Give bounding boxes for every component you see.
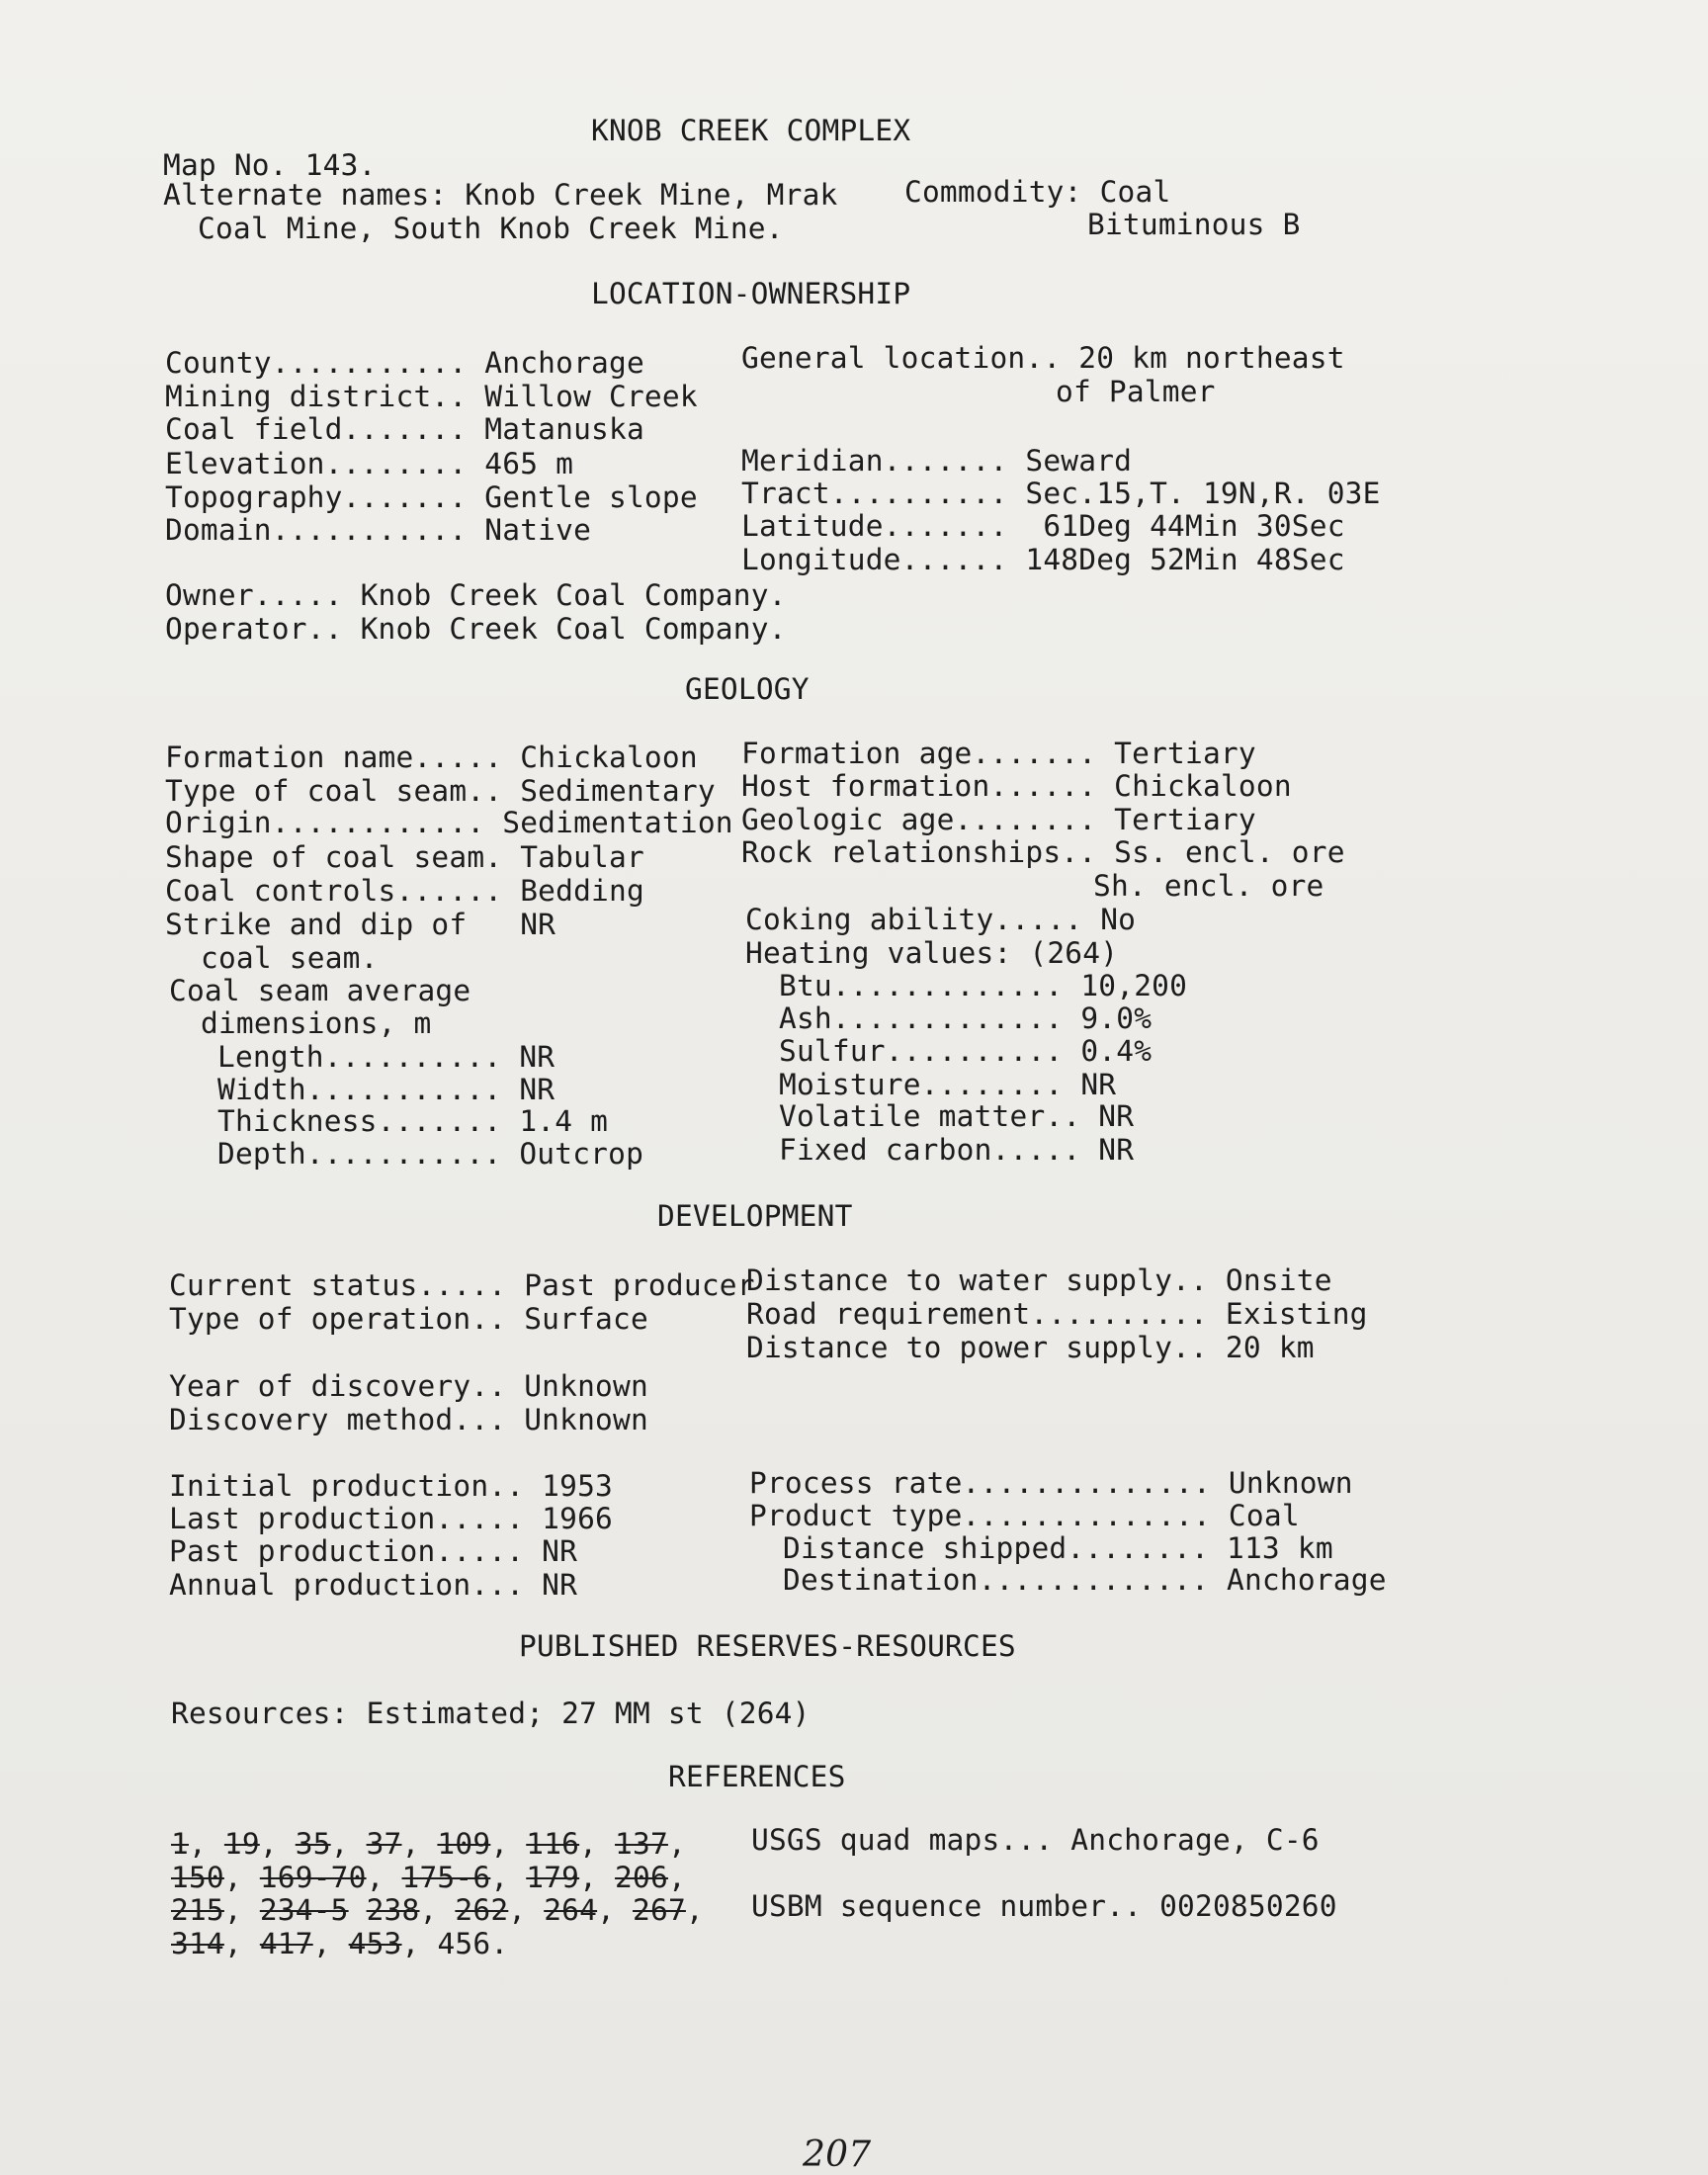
development-road-requirement: Road requirement.......... Existing [746, 1297, 1368, 1331]
reference-number: 453 [348, 1927, 402, 1960]
alternate-names-line2: Coal Mine, South Knob Creek Mine. [198, 212, 784, 245]
references-line-2 [171, 1861, 686, 1894]
geology-ash: Ash............. 9.0% [779, 1001, 1153, 1035]
geology-geologic-age: Geologic age........ Tertiary [741, 803, 1256, 836]
reference-separator: , [330, 1827, 367, 1861]
reference-separator: , [366, 1861, 402, 1894]
reference-separator: , [597, 1893, 634, 1927]
development-past-production: Past production..... NR [169, 1534, 578, 1568]
development-power-supply: Distance to power supply.. 20 km [746, 1331, 1315, 1364]
reference-number: 175-6 [401, 1861, 491, 1894]
alternate-names-line1: Alternate names: Knob Creek Mine, Mrak [163, 178, 838, 212]
development-year-of-discovery: Year of discovery.. Unknown [169, 1369, 648, 1403]
location-elevation: Elevation........ 465 m [165, 447, 574, 480]
commodity-line2: Bituminous B [1087, 208, 1301, 241]
development-product-type: Product type.............. Coal [749, 1499, 1300, 1532]
reference-separator: , [579, 1861, 616, 1894]
geology-rock-relationships-2: Sh. encl. ore [1093, 869, 1324, 903]
geology-avg-dims-1: Coal seam average [169, 974, 471, 1007]
reference-separator: , [223, 1927, 260, 1960]
development-process-rate: Process rate.............. Unknown [749, 1466, 1353, 1500]
location-general-1: General location.. 20 km northeast [741, 341, 1345, 375]
reference-number: 264 [544, 1893, 598, 1927]
development-annual-production: Annual production... NR [169, 1568, 578, 1602]
reference-separator: . [490, 1927, 509, 1960]
commodity-line1: Commodity: Coal [904, 175, 1171, 209]
geology-origin: Origin............ Sedimentation [165, 806, 733, 839]
reference-number: 109 [437, 1827, 491, 1861]
reference-number: 19 [223, 1827, 260, 1861]
location-coal-field: Coal field....... Matanuska [165, 412, 644, 446]
location-mining-district: Mining district.. Willow Creek [165, 380, 698, 413]
geology-sulfur: Sulfur.......... 0.4% [779, 1034, 1153, 1068]
reference-separator [349, 1893, 367, 1927]
reference-number: 262 [455, 1893, 509, 1927]
page-number-handwritten: 207 [803, 2134, 872, 2175]
reference-separator: , [685, 1893, 704, 1927]
geology-strike-dip-1: Strike and dip of NR [165, 908, 556, 941]
development-destination: Destination............. Anchorage [783, 1563, 1387, 1597]
reference-separator: , [312, 1927, 349, 1960]
reference-separator: , [401, 1927, 438, 1960]
geology-formation-name: Formation name..... Chickaloon [165, 740, 698, 774]
reference-separator: , [490, 1827, 527, 1861]
section-geology: GEOLOGY [685, 672, 810, 706]
references-line-3 [171, 1893, 704, 1927]
location-general-2: of Palmer [1056, 375, 1216, 408]
reference-number: 35 [295, 1827, 331, 1861]
geology-avg-dims-2: dimensions, m [201, 1006, 432, 1040]
location-owner: Owner..... Knob Creek Coal Company. [165, 578, 787, 612]
references-line-1 [171, 1827, 686, 1861]
development-initial-production: Initial production.. 1953 [169, 1469, 614, 1503]
geology-formation-age: Formation age....... Tertiary [741, 737, 1256, 770]
reference-number: 150 [171, 1861, 224, 1894]
geology-type-of-seam: Type of coal seam.. Sedimentary [165, 774, 716, 808]
geology-strike-dip-2: coal seam. [201, 941, 379, 975]
document-title: KNOB CREEK COMPLEX [591, 114, 911, 147]
location-meridian: Meridian....... Seward [741, 444, 1133, 478]
geology-length: Length.......... NR [217, 1040, 555, 1074]
development-type-of-operation: Type of operation.. Surface [169, 1302, 648, 1336]
reference-number: 234-5 [259, 1893, 349, 1927]
geology-depth: Depth........... Outcrop [217, 1137, 644, 1171]
geology-width: Width........... NR [217, 1073, 555, 1106]
reference-separator: , [490, 1861, 527, 1894]
reference-separator: , [223, 1861, 260, 1894]
reference-number: 314 [171, 1927, 224, 1960]
location-county: County........... Anchorage [165, 346, 644, 380]
section-development: DEVELOPMENT [657, 1199, 853, 1233]
reference-number: 1 [171, 1827, 189, 1861]
location-operator: Operator.. Knob Creek Coal Company. [165, 612, 787, 646]
location-tract: Tract.......... Sec.15,T. 19N,R. 03E [741, 477, 1381, 510]
location-domain: Domain........... Native [165, 513, 592, 547]
section-location-ownership: LOCATION-OWNERSHIP [591, 277, 911, 310]
geology-rock-relationships-1: Rock relationships.. Ss. encl. ore [741, 835, 1345, 869]
reference-number: 179 [526, 1861, 580, 1894]
reference-separator: , [667, 1861, 686, 1894]
development-distance-shipped: Distance shipped........ 113 km [783, 1531, 1333, 1565]
development-discovery-method: Discovery method... Unknown [169, 1403, 648, 1436]
geology-moisture: Moisture........ NR [779, 1068, 1117, 1101]
reserves-resources-text: Resources: Estimated; 27 MM st (264) [171, 1696, 811, 1730]
reference-number: 206 [615, 1861, 668, 1894]
section-published-reserves: PUBLISHED RESERVES-RESOURCES [519, 1629, 1016, 1663]
reference-number: 116 [526, 1827, 580, 1861]
references-usgs-quad-maps: USGS quad maps... Anchorage, C-6 [751, 1823, 1320, 1857]
development-last-production: Last production..... 1966 [169, 1502, 614, 1535]
reference-separator: , [667, 1827, 686, 1861]
reference-separator: , [188, 1827, 224, 1861]
geology-volatile-matter: Volatile matter.. NR [779, 1099, 1135, 1133]
references-usbm-sequence: USBM sequence number.. 0020850260 [751, 1889, 1337, 1923]
section-references: REFERENCES [668, 1760, 846, 1793]
reference-number: 456 [437, 1927, 491, 1960]
reference-separator: , [419, 1893, 456, 1927]
reference-number: 37 [366, 1827, 402, 1861]
development-current-status: Current status..... Past producer [169, 1268, 755, 1302]
reference-number: 137 [615, 1827, 668, 1861]
reference-separator: , [508, 1893, 545, 1927]
reference-separator: , [223, 1893, 260, 1927]
geology-shape: Shape of coal seam. Tabular [165, 840, 644, 874]
reference-separator: , [579, 1827, 616, 1861]
location-topography: Topography....... Gentle slope [165, 480, 698, 514]
reference-separator: , [259, 1827, 296, 1861]
geology-btu: Btu............. 10,200 [779, 969, 1188, 1002]
geology-heating-values: Heating values: (264) [745, 936, 1119, 970]
location-latitude: Latitude....... 61Deg 44Min 30Sec [741, 509, 1345, 543]
geology-fixed-carbon: Fixed carbon..... NR [779, 1133, 1135, 1167]
geology-controls: Coal controls...... Bedding [165, 874, 644, 908]
geology-thickness: Thickness....... 1.4 m [217, 1104, 609, 1138]
reference-separator: , [401, 1827, 438, 1861]
references-line-4 [171, 1927, 509, 1960]
reference-number: 267 [633, 1893, 686, 1927]
reference-number: 417 [259, 1927, 313, 1960]
geology-host-formation: Host formation...... Chickaloon [741, 769, 1292, 803]
reference-number: 169-70 [259, 1861, 367, 1894]
reference-number: 238 [366, 1893, 420, 1927]
map-number: Map No. 143. [163, 148, 377, 182]
development-water-supply: Distance to water supply.. Onsite [746, 1263, 1332, 1297]
reference-number: 215 [171, 1893, 224, 1927]
geology-coking-ability: Coking ability..... No [745, 903, 1137, 936]
location-longitude: Longitude...... 148Deg 52Min 48Sec [741, 543, 1345, 576]
